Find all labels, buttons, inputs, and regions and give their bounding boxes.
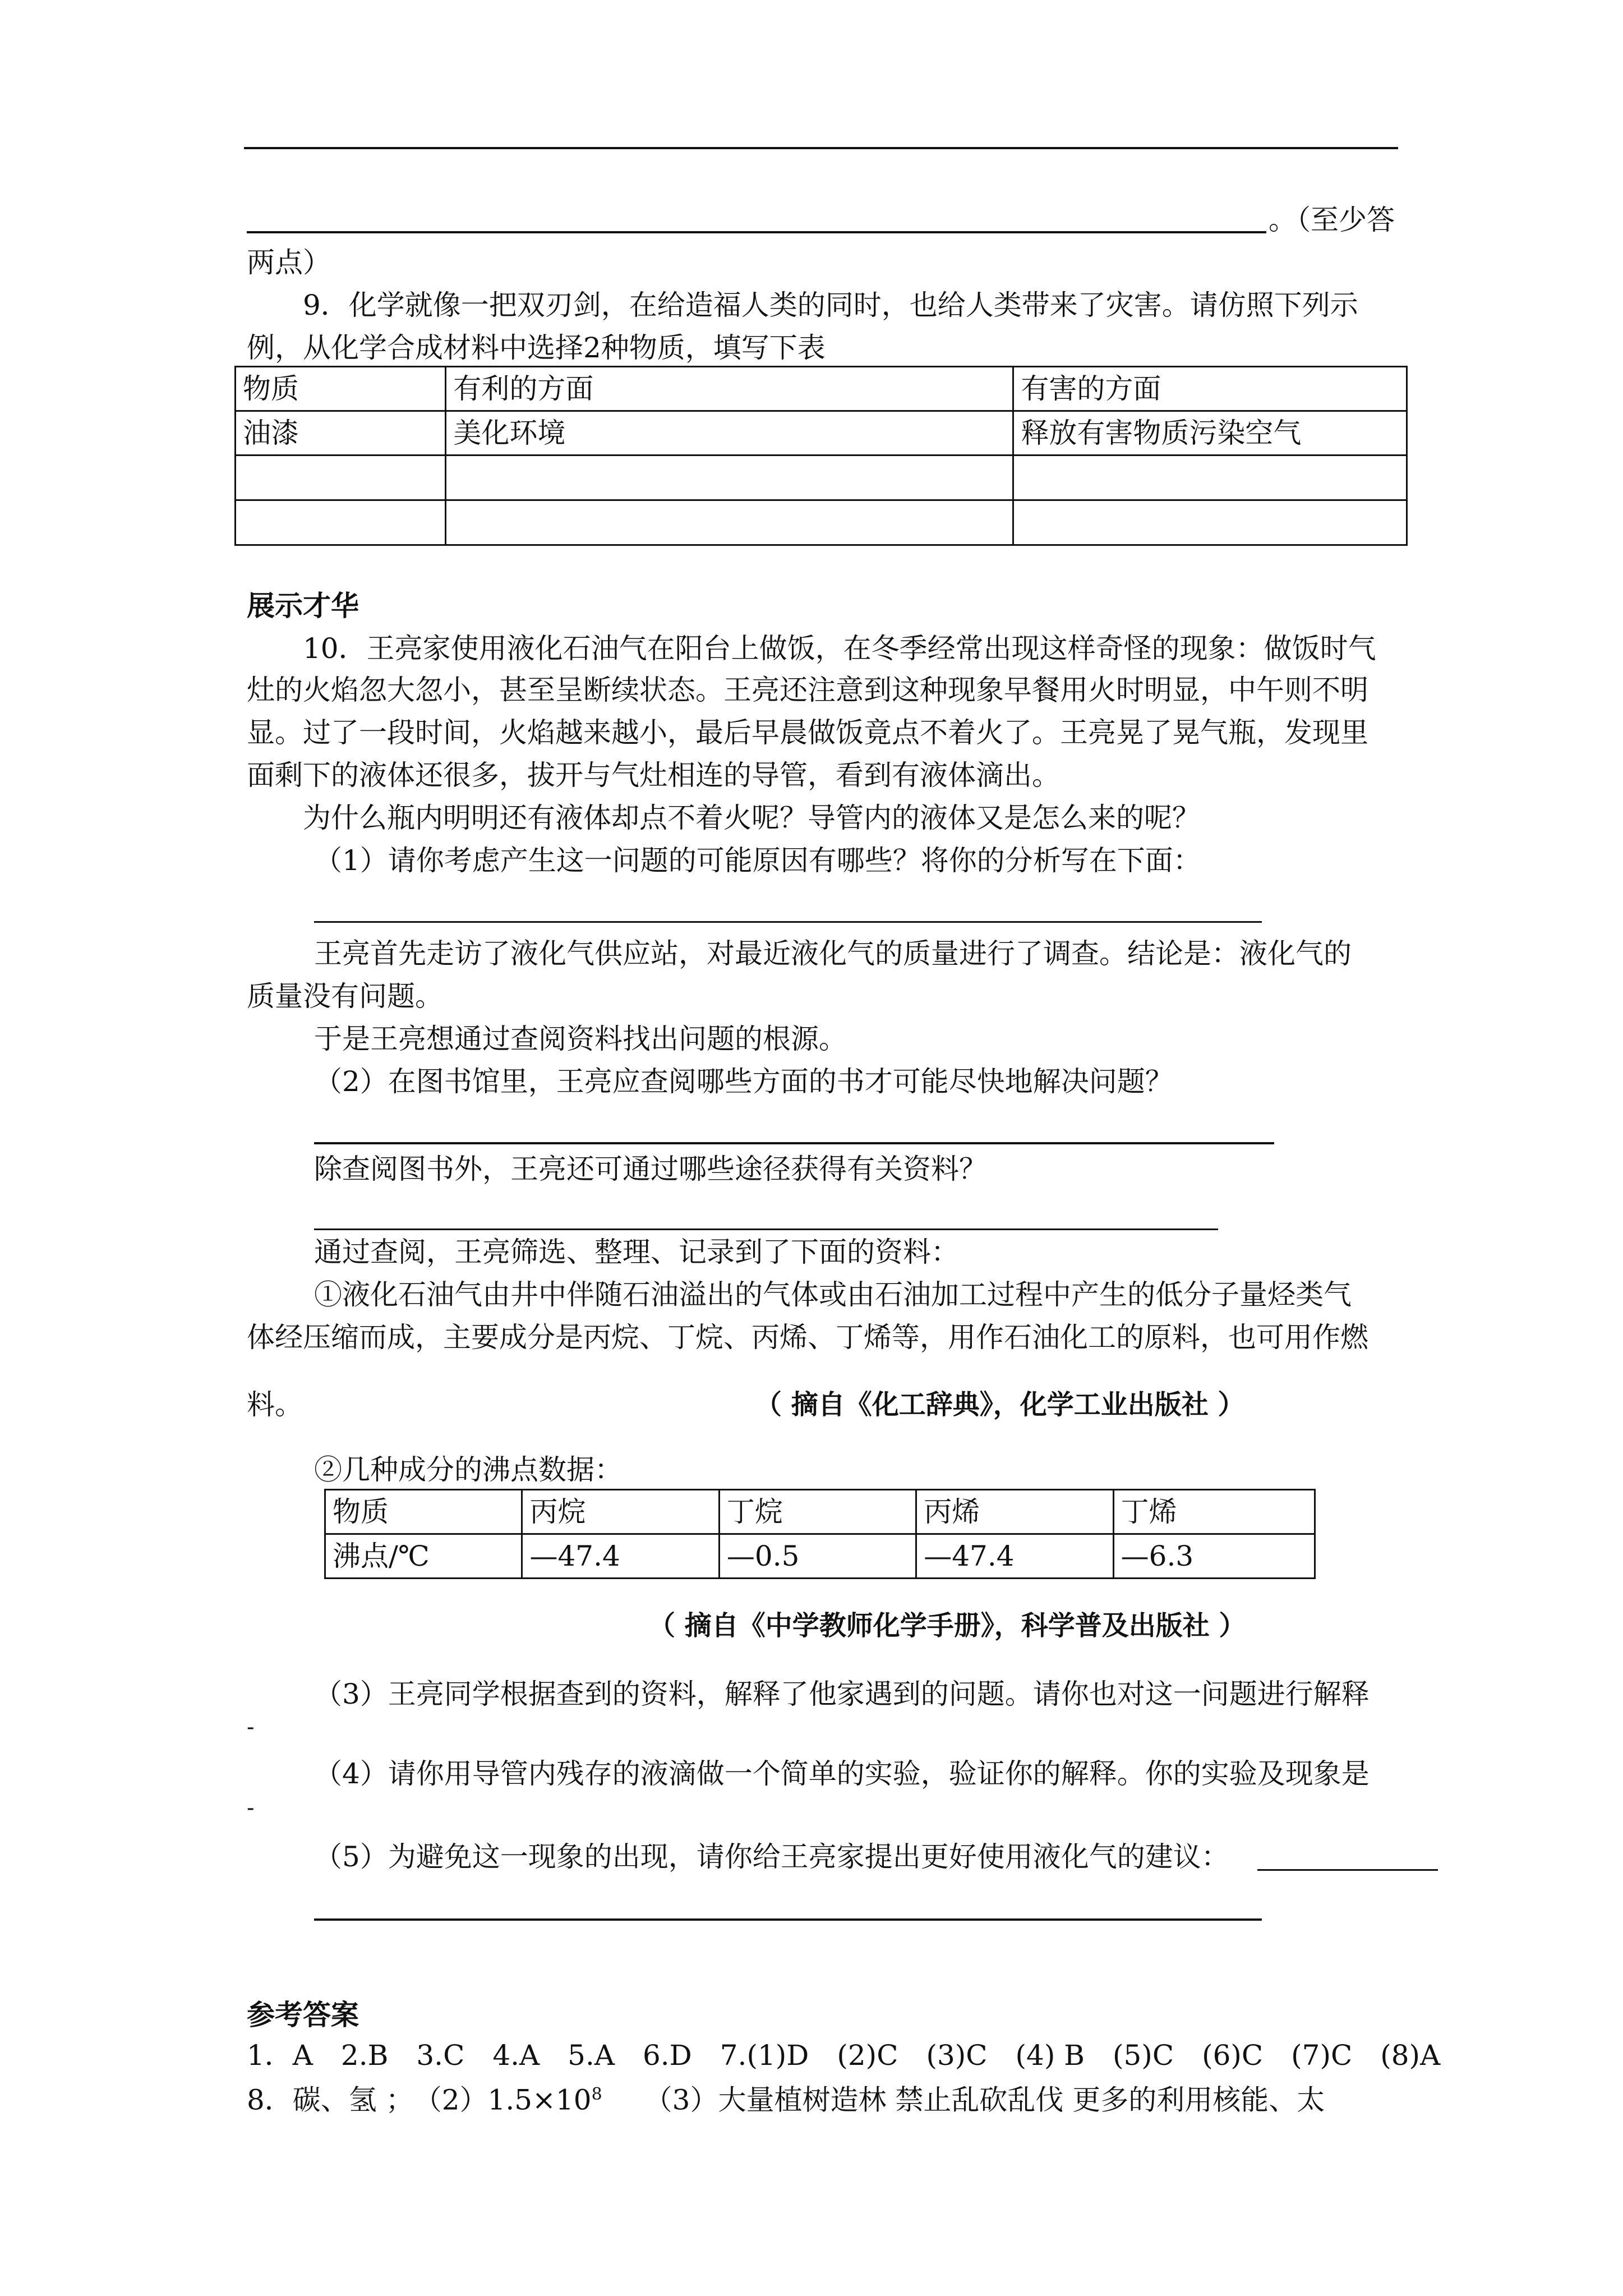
q10-p1-line-4: 面剩下的液体还很多，拔开与气灶相连的导管，看到有液体滴出。 <box>247 759 1060 792</box>
q10-p1-line-1: 10．王亮家使用液化石油气在阳台上做饭，在冬季经常出现这样奇怪的现象：做饭时气 <box>303 632 1376 665</box>
table-cell: —0.5 <box>719 1534 916 1579</box>
answer-blank-line <box>314 921 1262 923</box>
table-cell-blank[interactable] <box>446 455 1013 500</box>
answers-line-2 <box>247 2078 1325 2117</box>
q8-wrap-text: 两点） <box>247 246 331 279</box>
table-cell: 油漆 <box>236 411 446 455</box>
table-cell-blank[interactable] <box>236 455 446 500</box>
q10-p6: 通过查阅，王亮筛选、整理、记录到了下面的资料： <box>314 1236 959 1268</box>
answers-line-2-a: 8．碳、氢 ； （2）1.5×10 <box>247 2083 592 2116</box>
source-citation: （ 摘自《化工辞典》，化学工业出版社 ） <box>755 1389 1245 1420</box>
q10-sub-1: （1）请你考虑产生这一问题的可能原因有哪些？将你的分析写在下面： <box>314 844 1201 877</box>
table-header-cell: 丙烯 <box>916 1490 1113 1534</box>
q10-question: 为什么瓶内明明还有液体却点不着火呢？导管内的液体又是怎么来的呢？ <box>303 802 1200 834</box>
q10-ref-2: ②几种成分的沸点数据： <box>314 1453 623 1486</box>
answer-blank-line <box>314 1918 1262 1921</box>
q10-ref-1-line-2: 体经压缩而成，主要成分是丙烷、丁烷、丙烯、丁烯等，用作石油化工的原料，也可用作燃 <box>247 1321 1368 1354</box>
q9-line-2: 例，从化学合成材料中选择2种物质，填写下表 <box>247 332 826 364</box>
table-header-cell: 物质 <box>236 367 446 411</box>
q10-sub-3: （3）王亮同学根据查到的资料，解释了他家遇到的问题。请你也对这一问题进行解释 <box>314 1678 1370 1710</box>
table-cell: 美化环境 <box>446 411 1013 455</box>
table-header-cell: 丁烷 <box>719 1490 916 1534</box>
boiling-point-table <box>324 1489 1316 1579</box>
dash-mark: - <box>247 1714 255 1740</box>
q10-p4: 于是王亮想通过查阅资料找出问题的根源。 <box>314 1023 847 1055</box>
q10-sub-4: （4）请你用导管内残存的液滴做一个简单的实验，验证你的解释。你的实验及现象是 <box>314 1757 1370 1790</box>
table-row <box>236 500 1407 545</box>
q9-line-1: 9．化学就像一把双刃剑，在给造福人类的同时，也给人类带来了灾害。请仿照下列示 <box>303 289 1358 321</box>
table-cell-blank[interactable] <box>1013 500 1407 545</box>
section-title: 展示才华 <box>247 589 359 622</box>
table-cell: —47.4 <box>522 1534 719 1579</box>
q10-ref-1-line-1: ①液化石油气由井中伴随石油溢出的气体或由石油加工过程中产生的低分子量烃类气 <box>314 1278 1352 1311</box>
q8-end-text: 。（至少答 <box>1269 204 1395 236</box>
table-cell: 沸点/℃ <box>325 1534 522 1579</box>
q10-sub-5: （5）为避免这一现象的出现，请你给王亮家提出更好使用液化气的建议： <box>314 1841 1229 1873</box>
exponent: 8 <box>591 2085 602 2104</box>
table-cell-blank[interactable] <box>236 500 446 545</box>
q10-sub-2: （2）在图书馆里，王亮应查阅哪些方面的书才可能尽快地解决问题？ <box>314 1065 1173 1098</box>
answers-title: 参考答案 <box>247 1998 359 2031</box>
table-header-cell: 物质 <box>325 1490 522 1534</box>
table-header-cell: 丙烷 <box>522 1490 719 1534</box>
table-cell-blank[interactable] <box>1013 455 1407 500</box>
table-cell-blank[interactable] <box>446 500 1013 545</box>
answer-blank-line <box>1257 1869 1438 1871</box>
dash-mark: - <box>247 1795 255 1821</box>
table-header-row <box>325 1490 1315 1534</box>
answers-line-2-b: （3）大量植树造林 禁止乱砍乱伐 更多的利用核能、太 <box>602 2083 1325 2116</box>
table-header-cell: 丁烯 <box>1113 1490 1315 1534</box>
q10-p1-line-2: 灶的火焰忽大忽小，甚至呈断续状态。王亮还注意到这种现象早餐用火时明显，中午则不明 <box>247 674 1368 706</box>
table-cell: —47.4 <box>916 1534 1113 1579</box>
answers-line-1: 1．A 2.B 3.C 4.A 5.A 6.D 7.(1)D (2)C (3)C (4) B (5)C (6)C (7)C (8)A <box>247 2039 1441 2072</box>
table-row <box>325 1534 1315 1579</box>
table-row <box>236 411 1407 455</box>
answer-blank-line <box>247 231 1266 233</box>
table-row <box>236 455 1407 500</box>
table-header-cell: 有害的方面 <box>1013 367 1407 411</box>
q10-ref-1-line-3: 料。 <box>247 1388 303 1421</box>
q9-table <box>234 366 1408 546</box>
source-citation: （ 摘自《中学教师化学手册》，科学普及出版社 ） <box>648 1610 1246 1641</box>
table-header-row <box>236 367 1407 411</box>
table-header-cell: 有利的方面 <box>446 367 1013 411</box>
q10-p3-line-2: 质量没有问题。 <box>247 980 443 1013</box>
table-cell: 释放有害物质污染空气 <box>1013 411 1407 455</box>
answer-blank-line <box>244 147 1398 149</box>
table-cell: —6.3 <box>1113 1534 1315 1579</box>
q10-p5: 除查阅图书外，王亮还可通过哪些途径获得有关资料？ <box>314 1153 987 1185</box>
answer-blank-line <box>314 1228 1218 1230</box>
answer-blank-line <box>314 1142 1274 1144</box>
q10-p3-line-1: 王亮首先走访了液化气供应站，对最近液化气的质量进行了调查。结论是：液化气的 <box>314 937 1352 970</box>
q10-p1-line-3: 显。过了一段时间，火焰越来越小，最后早晨做饭竟点不着火了。王亮晃了晃气瓶，发现里 <box>247 716 1368 749</box>
